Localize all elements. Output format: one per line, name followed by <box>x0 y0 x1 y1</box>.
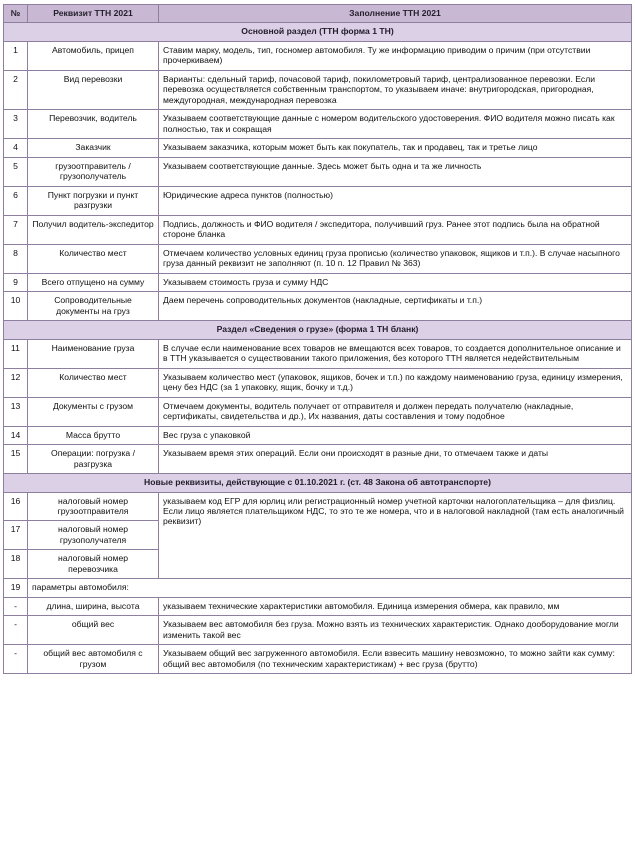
table-row <box>4 616 632 645</box>
row-filling: В случае если наименование всех товаров не вмещаются всех товаров, то создается дополнительное описание и в ТТН указывается о существовании такого приложения, без которого ТТН является недействительным <box>159 339 632 368</box>
table-row <box>4 41 632 70</box>
table-row <box>4 339 632 368</box>
table-row <box>4 445 632 474</box>
row-number: 11 <box>4 339 28 368</box>
row-number: 1 <box>4 41 28 70</box>
table-row <box>4 368 632 397</box>
row-filling: Вес груза с упаковкой <box>159 426 632 444</box>
row-number: 2 <box>4 70 28 109</box>
table-row <box>4 492 632 521</box>
row-number: - <box>4 645 28 674</box>
row-filling: Ставим марку, модель, тип, госномер автомобиля. Ту же информацию приводим о причим (при отсутствии прочеркиваем) <box>159 41 632 70</box>
row-requisite: длина, ширина, высота <box>28 597 159 615</box>
table-row <box>4 597 632 615</box>
row-number: 8 <box>4 244 28 273</box>
table-header <box>4 5 632 23</box>
row-filling: Подпись, должность и ФИО водителя / экспедитора, получивший груз. Ранее этот подпись была на обратной стороне бланка <box>159 215 632 244</box>
table-row <box>4 215 632 244</box>
table-row <box>4 244 632 273</box>
section-title: Основной раздел (ТТН форма 1 ТН) <box>4 23 632 41</box>
table-row <box>4 110 632 139</box>
ttn-requisites-table <box>3 4 632 674</box>
row-number: 14 <box>4 426 28 444</box>
row-requisite: Всего отпущено на сумму <box>28 273 159 291</box>
table-row <box>4 139 632 157</box>
row-requisite: Наименование груза <box>28 339 159 368</box>
row-requisite: налоговый номер грузополучателя <box>28 521 159 550</box>
table-row <box>4 579 632 597</box>
row-filling: Указываем время этих операций. Если они происходят в разные дни, то отмечаем также и даты <box>159 445 632 474</box>
header-num: № <box>4 5 28 23</box>
row-requisite: Автомобиль, прицеп <box>28 41 159 70</box>
row-requisite: Количество мест <box>28 368 159 397</box>
row-filling: Варианты: сдельный тариф, почасовой тариф, покилометровый тариф, централизованное перевозки. Если перевозка осуществляется собственным транспортом, то указываем иначе: внутригородская, пригородная, междугородная, международная перевозка <box>159 70 632 109</box>
row-requisite: Вид перевозки <box>28 70 159 109</box>
row-filling: Указываем вес автомобиля без груза. Можно взять из технических характеристик. Однако дооборудование могли изменить такой вес <box>159 616 632 645</box>
row-filling: Отмечаем документы, водитель получает от отправителя и должен передать получателю (накладные, сертификаты, свидетельства и др.), Их названия, даты составления и тому подобное <box>159 397 632 426</box>
row-number: 4 <box>4 139 28 157</box>
section-title: Новые реквизиты, действующие с 01.10.2021 г. (ст. 48 Закона об автотранспорте) <box>4 474 632 492</box>
table-row <box>4 397 632 426</box>
table-row <box>4 645 632 674</box>
row-number: 16 <box>4 492 28 521</box>
header-row <box>4 5 632 23</box>
row-number: 9 <box>4 273 28 291</box>
row-number: - <box>4 597 28 615</box>
row-requisite: Получил водитель-экспедитор <box>28 215 159 244</box>
ttn-table-sheet <box>3 4 632 674</box>
row-requisite: грузоотправитель /грузополучатель <box>28 157 159 186</box>
row-number: 18 <box>4 550 28 579</box>
section-header-row <box>4 474 632 492</box>
row-number: - <box>4 616 28 645</box>
row-number: 6 <box>4 186 28 215</box>
row-number: 12 <box>4 368 28 397</box>
row-number: 3 <box>4 110 28 139</box>
row-requisite: налоговый номер перевозчика <box>28 550 159 579</box>
row-requisite: Масса брутто <box>28 426 159 444</box>
table-row <box>4 186 632 215</box>
table-row <box>4 292 632 321</box>
row-number: 17 <box>4 521 28 550</box>
row-filling: указываем код ЕГР для юрлиц или регистрационный номер учетной карточки налогоплательщика – для физлиц. Если лицо является плательщиком НДС, то это те же номера, что и в налоговой накладной (там есть аналогичный реквизит) <box>159 492 632 579</box>
row-requisite: Заказчик <box>28 139 159 157</box>
row-requisite: Документы с грузом <box>28 397 159 426</box>
section-header-row <box>4 321 632 339</box>
row-requisite: Перевозчик, водитель <box>28 110 159 139</box>
table-row <box>4 426 632 444</box>
section-title: Раздел «Сведения о грузе» (форма 1 ТН бланк) <box>4 321 632 339</box>
row-number: 15 <box>4 445 28 474</box>
row-requisite: Сопроводительные документы на груз <box>28 292 159 321</box>
header-requisite: Реквизит ТТН 2021 <box>28 5 159 23</box>
row-number: 10 <box>4 292 28 321</box>
row-requisite: общий вес <box>28 616 159 645</box>
table-row <box>4 157 632 186</box>
row-number: 7 <box>4 215 28 244</box>
row-filling: Указываем заказчика, которым может быть как покупатель, так и продавец, так и третье лицо <box>159 139 632 157</box>
row-filling: Отмечаем количество условных единиц груза прописью (количество упаковок, ящиков и т.п.). В случае насыпного груза данный реквизит не заполняют (п. 10 п. 12 Правил № 363) <box>159 244 632 273</box>
row-filling: указываем технические характеристики автомобиля. Единица измерения обмера, как правило, мм <box>159 597 632 615</box>
row-requisite: общий вес автомобиля с грузом <box>28 645 159 674</box>
row-filling: Даем перечень сопроводительных документов (накладные, сертификаты и т.п.) <box>159 292 632 321</box>
table-body <box>4 23 632 674</box>
table-row <box>4 70 632 109</box>
row-requisite: Количество мест <box>28 244 159 273</box>
table-row <box>4 273 632 291</box>
row-filling: Указываем соответствующие данные с номером водительского удостоверения. ФИО водителя можно писать как полностью, так и сокращая <box>159 110 632 139</box>
row-requisite: Пункт погрузки и пункт разгрузки <box>28 186 159 215</box>
row-number: 13 <box>4 397 28 426</box>
row-requisite: параметры автомобиля: <box>28 579 632 597</box>
row-requisite: налоговый номер грузоотправителя <box>28 492 159 521</box>
row-filling: Указываем стоимость груза и сумму НДС <box>159 273 632 291</box>
row-number: 19 <box>4 579 28 597</box>
row-filling: Указываем количество мест (упаковок, ящиков, бочек и т.п.) по каждому наименованию груза, единицу измерения, цену без НДС (за 1 упаковку, ящик, бочку и т.д.) <box>159 368 632 397</box>
row-filling: Указываем соответствующие данные. Здесь может быть одна и та же личность <box>159 157 632 186</box>
section-header-row <box>4 23 632 41</box>
row-requisite: Операции: погрузка / разгрузка <box>28 445 159 474</box>
row-filling: Указываем общий вес загруженного автомобиля. Если взвесить машину невозможно, то можно зайти как сумму: общий вес автомобиля (по техническим характеристикам) + вес груза (брутто) <box>159 645 632 674</box>
row-filling: Юридические адреса пунктов (полностью) <box>159 186 632 215</box>
header-filling: Заполнение ТТН 2021 <box>159 5 632 23</box>
row-number: 5 <box>4 157 28 186</box>
